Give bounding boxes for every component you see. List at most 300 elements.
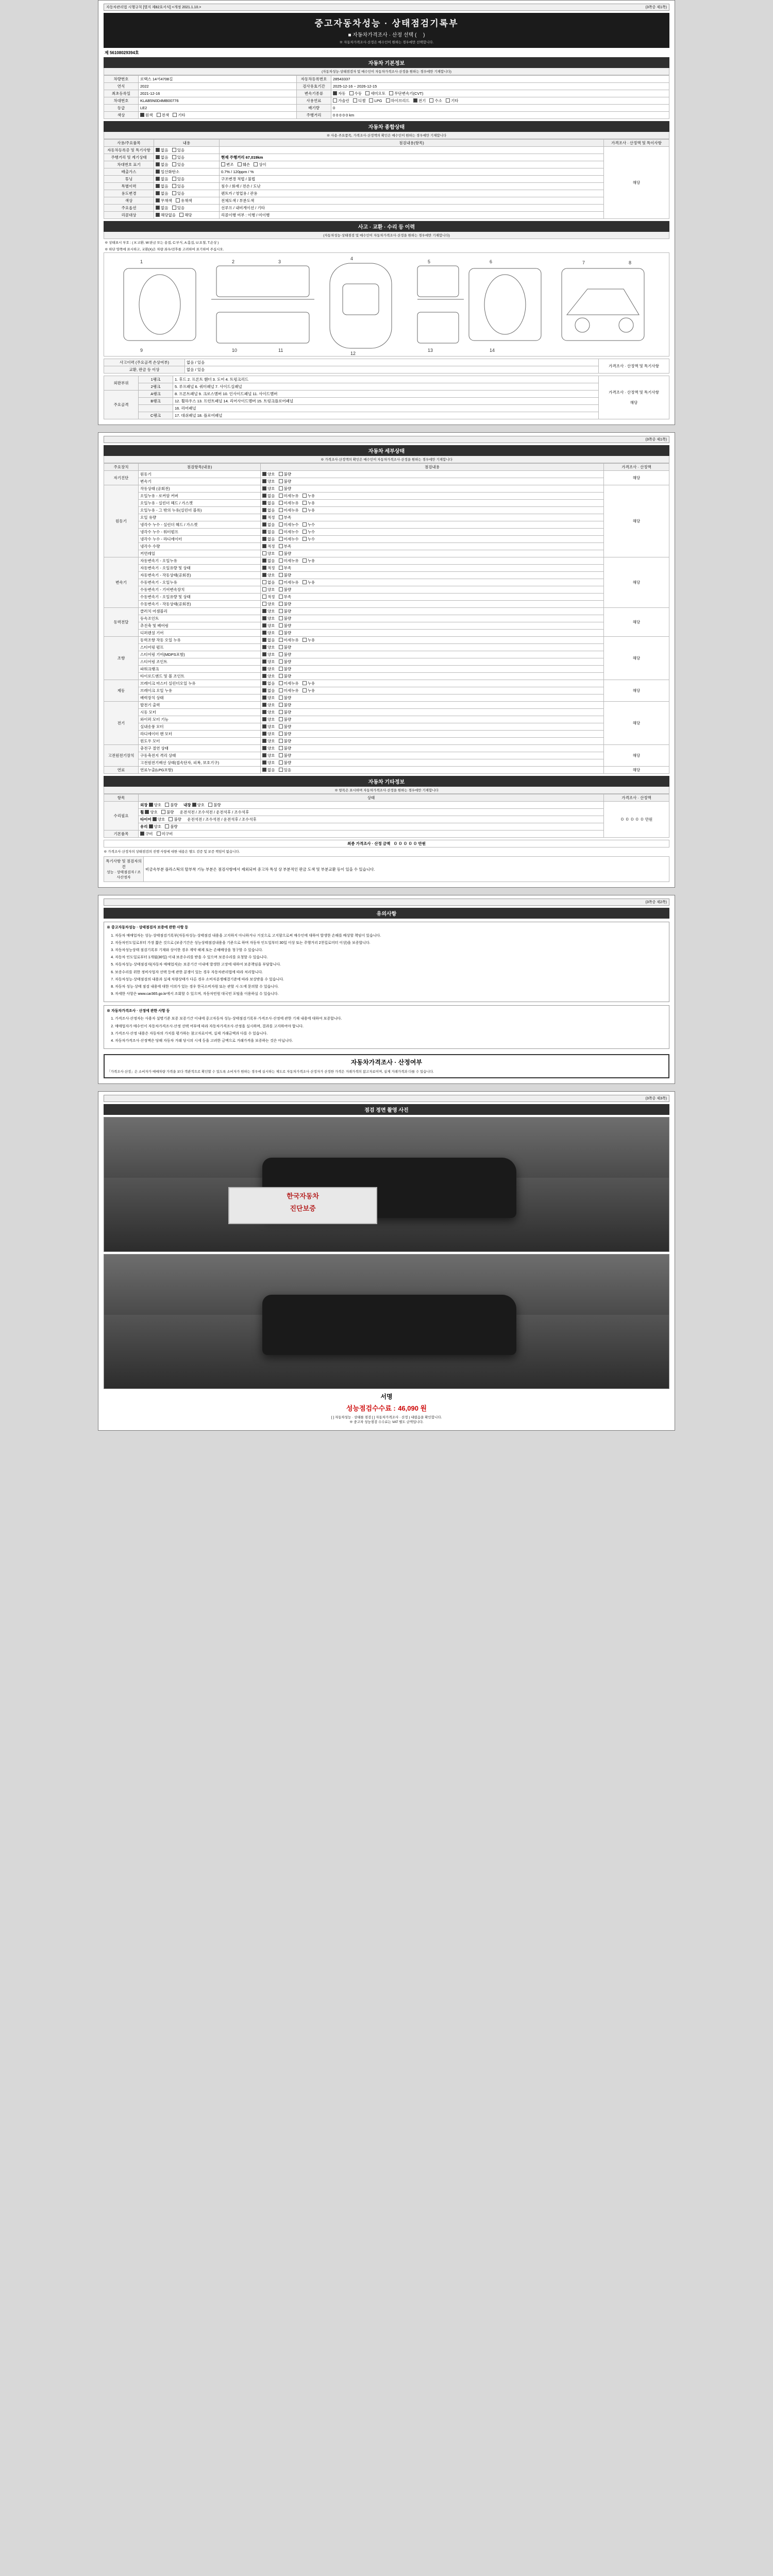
- other-basic-label: 기본품목: [104, 831, 139, 838]
- detail-item-state: [261, 507, 604, 514]
- table-row: [104, 615, 669, 622]
- state-good[interactable]: 양호: [262, 695, 275, 701]
- table-row: [104, 168, 669, 176]
- state-none[interactable]: 없음: [262, 507, 275, 513]
- state-low[interactable]: 부족: [279, 515, 292, 520]
- frame-items: 5. 루프패널 6. 쿼터패널 7. 사이드실패널: [173, 383, 599, 391]
- opt-none[interactable]: 없음: [156, 191, 169, 196]
- fuel-option-gasoline[interactable]: 가솔린: [333, 98, 349, 104]
- state-good[interactable]: 양호: [149, 824, 162, 829]
- accident-row-value: 없음 / 있음: [185, 359, 599, 366]
- state-good[interactable]: 양호: [262, 630, 275, 636]
- detail-item-state: [261, 543, 604, 550]
- fuel-option-diesel[interactable]: 디젤: [353, 98, 366, 104]
- state-low[interactable]: 부족: [279, 594, 292, 600]
- state-none[interactable]: 없음: [262, 500, 275, 506]
- memo-table: [104, 856, 669, 882]
- opt-not-applicable[interactable]: 해당없음: [156, 212, 176, 218]
- opt-none[interactable]: 없음: [156, 155, 169, 160]
- frame-rank: B랭크: [139, 398, 173, 405]
- inspection-banner: [228, 1187, 377, 1224]
- detail-item-state: [261, 702, 604, 709]
- state-bad[interactable]: 불량: [279, 659, 292, 665]
- state-slight[interactable]: 미세누유: [279, 507, 299, 513]
- detail-item-state: [261, 745, 604, 752]
- state-good[interactable]: 양호: [262, 645, 275, 650]
- accident-row-label: 사고이력 (주요골격 손상여부): [104, 359, 185, 366]
- state-good[interactable]: 양호: [262, 717, 275, 722]
- overall-row-detail: 구조변경 적법 / 불법: [220, 176, 604, 183]
- state-good[interactable]: 양호: [262, 623, 275, 629]
- state-bad[interactable]: 불량: [279, 587, 292, 592]
- form-topbar-left: 자동차관리법 시행규칙 [별지 제82호서식] <개정 2021.1.10.>: [106, 6, 201, 9]
- state-bad[interactable]: 불량: [279, 695, 292, 701]
- opt-none[interactable]: 없음: [156, 183, 169, 189]
- state-good-2[interactable]: 양호: [192, 802, 205, 808]
- table-row: [104, 731, 669, 738]
- opt-chromatic[interactable]: 유채색: [176, 198, 192, 204]
- detail-item-state: [261, 687, 604, 694]
- overall-row-name: 배출가스: [104, 168, 154, 176]
- svg-text:1: 1: [140, 259, 143, 264]
- state-bad[interactable]: 불량: [279, 738, 292, 744]
- opt-none[interactable]: 없음: [156, 162, 169, 167]
- state-bad[interactable]: 불량: [169, 817, 181, 822]
- state-bad-2[interactable]: 불량: [208, 802, 221, 808]
- state-bad[interactable]: 불량: [279, 616, 292, 621]
- state-leak[interactable]: 누유: [303, 580, 315, 585]
- fuel-option-hybrid[interactable]: 하이브리드: [386, 98, 410, 104]
- overall-row-content: [154, 205, 220, 212]
- vehicle-image: [262, 1295, 516, 1355]
- sheet3-topbar-right: (3쪽중 제2쪽): [645, 901, 667, 905]
- price-survey-title: 자동차가격조사 · 산정여부: [350, 1059, 423, 1066]
- state-slight[interactable]: 미세누유: [279, 493, 299, 499]
- opt-co[interactable]: 일산화탄소: [156, 169, 179, 175]
- value-mileage: 0 0 0 0 0 km: [331, 112, 669, 119]
- state-none[interactable]: 없음: [262, 681, 275, 686]
- state-leak[interactable]: 누유: [303, 500, 315, 506]
- detail-item-state: [261, 680, 604, 687]
- value-grade: LE2: [139, 105, 297, 112]
- frame-rank: 1랭크: [139, 376, 173, 383]
- state-slight[interactable]: 미세누유: [279, 558, 299, 564]
- label-trans: 변속기종류: [297, 90, 331, 97]
- overall-price-cell: 해당: [604, 147, 669, 219]
- table-row: [104, 702, 669, 709]
- document-subtitle: ■ 자동차가격조사 · 산정 선택 ( ): [348, 32, 425, 38]
- sheet4-topbar: [104, 1095, 669, 1102]
- other-price-cell: ０ ０ ０ ０ ０ 만원: [604, 802, 669, 838]
- frame-items: 12. 휠하우스 13. 프런트패널 14. 리어사이드멤버 15. 트렁크플로어패널: [173, 398, 599, 405]
- frame-rank: 2랭크: [139, 383, 173, 391]
- table-row: [104, 658, 669, 666]
- state-bad[interactable]: 불량: [279, 630, 292, 636]
- section-bar-detail: 자동차 세부상태: [104, 445, 669, 456]
- sheet3-topbar: [104, 899, 669, 906]
- table-row: [104, 514, 669, 521]
- opt-yes[interactable]: 있음: [172, 147, 185, 153]
- table-row: [104, 586, 669, 594]
- frame-rank: C랭크: [139, 412, 173, 419]
- opt-yes[interactable]: 있음: [172, 162, 185, 167]
- opt-none[interactable]: 없음: [156, 176, 169, 182]
- notice-head-2: ※ 자동차가격조사 · 산정에 관한 사항 등: [107, 1009, 170, 1013]
- opt-damaged[interactable]: 훼손: [238, 162, 250, 167]
- opt-none[interactable]: 없음: [156, 147, 169, 153]
- detail-item-state: [261, 723, 604, 731]
- state-good[interactable]: 양호: [262, 724, 275, 730]
- sheet4-topbar-right: (3쪽중 제3쪽): [645, 1096, 667, 1100]
- state-slight[interactable]: 미세누유: [279, 637, 299, 643]
- detail-item-state: [261, 738, 604, 745]
- state-good[interactable]: 양호: [262, 486, 275, 492]
- state-bad[interactable]: 불량: [279, 572, 292, 578]
- state-none[interactable]: 없음: [262, 529, 275, 535]
- state-none[interactable]: 없음: [262, 536, 275, 542]
- detail-item-state: [261, 630, 604, 637]
- svg-text:14: 14: [490, 348, 495, 353]
- detail-group-price: 해당: [604, 471, 669, 485]
- state-good[interactable]: 양호: [149, 802, 162, 808]
- detail-item-name: 수동변속기 - 작동상태(공회전): [139, 601, 261, 608]
- opt-modified[interactable]: 변조: [221, 162, 234, 167]
- state-bad[interactable]: 불량: [279, 652, 292, 657]
- detail-col-item: 점검항목(내용): [139, 464, 261, 471]
- label-fuel: 사용연료: [297, 97, 331, 105]
- list-item: 6. 보증수리를 위한 정비사업자 선택 등에 관한 분쟁이 있는 경우 자동차관리법에 따라 처리합니다.: [115, 970, 666, 975]
- svg-text:3: 3: [278, 259, 281, 264]
- frame-price-label: 가격조사 · 산정액 및 특기사항 해당: [599, 376, 669, 419]
- notice-block-2: [104, 1005, 669, 1049]
- table-row: [104, 493, 669, 500]
- state-bad[interactable]: 불량: [279, 608, 292, 614]
- detail-item-state: [261, 536, 604, 543]
- detail-group-name: 원동기: [104, 485, 139, 557]
- table-row: [104, 622, 669, 630]
- state-good[interactable]: 양호: [262, 673, 275, 679]
- state-none[interactable]: 없음: [262, 580, 275, 585]
- state-bad[interactable]: 불량: [279, 471, 292, 477]
- table-row: [104, 412, 669, 419]
- state-low[interactable]: 부족: [279, 544, 292, 549]
- state-bad[interactable]: 불량: [279, 702, 292, 708]
- other-note-1: ※ 가격조사·산정자의 상태점검의 진행 사항에 대한 내용은 별도 검증 및 보증 책임이 없습니다.: [104, 850, 240, 854]
- table-row: [104, 557, 669, 565]
- trans-option-auto[interactable]: 자동: [333, 91, 346, 96]
- fuel-option-lpg[interactable]: LPG: [369, 98, 382, 103]
- state-leak[interactable]: 누수: [303, 529, 315, 535]
- state-good[interactable]: 양호: [145, 809, 158, 815]
- accident-legend-title: ※ 상태표시 부호 : ( X:교환, W:판금 또는 용접, C:부식, A:흠집, U:요철, T:손상 ): [105, 241, 219, 245]
- list-item: 4. 자동차가격조사·산정액은 당해 자동차 거래 당시의 시세 등을 고려한 금액으로 거래가격을 보증하는 것은 아닙니다.: [115, 1038, 666, 1044]
- table-row: [104, 543, 669, 550]
- state-good[interactable]: 양호: [262, 616, 275, 621]
- accident-price-label: 가격조사 · 산정액 및 특기사항: [599, 359, 669, 374]
- inspection-photo-front: [104, 1117, 669, 1252]
- state-none[interactable]: 없음: [262, 522, 275, 528]
- state-bad[interactable]: 불량: [279, 724, 292, 730]
- trans-option-cvt[interactable]: 무단변속기(CVT): [389, 91, 423, 96]
- state-good[interactable]: 양호: [153, 817, 165, 822]
- sheet-3: [98, 895, 675, 1083]
- state-yes[interactable]: 있음: [279, 767, 292, 773]
- state-good[interactable]: 양호: [262, 666, 275, 672]
- state-good[interactable]: 양호: [262, 479, 275, 484]
- detail-item-name: 수동변속기 - 오일누유: [139, 579, 261, 586]
- state-none[interactable]: 없음: [262, 558, 275, 564]
- detail-item-name: 스티어링 펌프: [139, 644, 261, 651]
- state-leak[interactable]: 누유: [303, 688, 315, 693]
- detail-item-name: 디퍼렌셜 기어: [139, 630, 261, 637]
- state-good[interactable]: 양호: [262, 702, 275, 708]
- detail-item-name: 배력장치 상태: [139, 694, 261, 702]
- state-leak[interactable]: 누유: [303, 493, 315, 499]
- memo-content[interactable]: 비금속부분 플라스틱의 탈부착 기능 부분은 점검사항에서 제외되며 중고차 특성 상 부분적인 판금 도색 및 부분교환 등이 있을 수 있습니다.: [144, 857, 669, 882]
- sheet-1: [98, 0, 675, 425]
- overall-row-name: 리콜대상: [104, 212, 154, 219]
- table-row: [104, 359, 669, 366]
- fuel-option-electric[interactable]: 전기: [413, 98, 426, 104]
- car-diagram-svg: [104, 253, 669, 356]
- table-row: [104, 745, 669, 752]
- state-leak[interactable]: 누유: [303, 637, 315, 643]
- opt-yes[interactable]: 있음: [172, 205, 185, 211]
- detail-group-price: 해당: [604, 767, 669, 774]
- list-item: 3. 자동차성능상태 점검기록부 기재와 상이한 경우 계약 해제 또는 손해배상을 청구할 수 있습니다.: [115, 947, 666, 953]
- notice-list-1: [115, 933, 666, 997]
- other-row-state: 타이어 양호 불량 운전석전 / 조수석전 / 운전석후 / 조수석후: [139, 816, 604, 823]
- state-bad[interactable]: 불량: [279, 551, 292, 556]
- state-leak[interactable]: 누유: [303, 681, 315, 686]
- opt-none[interactable]: 없음: [156, 205, 169, 211]
- price-survey-body: 「가격조사·산정」은 소비자가 매매차량 가격을 보다 객관적으로 확인할 수 있도록 소비자가 원하는 경우에 실시하는 제도로 자동차가격조사·산정자가 산정한 가격은 거래가격의 참고자료이며, 실제 거래가격과 다를 수 있습니다.: [107, 1070, 434, 1074]
- opt-yes[interactable]: 있음: [172, 183, 185, 189]
- detail-item-name: 수동변속기 - 기어변속장치: [139, 586, 261, 594]
- svg-text:8: 8: [629, 260, 632, 265]
- detail-item-state: [261, 716, 604, 723]
- state-slight[interactable]: 미세누수: [279, 522, 299, 528]
- state-bad[interactable]: 불량: [279, 645, 292, 650]
- state-slight[interactable]: 미세누유: [279, 688, 299, 693]
- detail-item-name: 자동변속기 - 오일누유: [139, 557, 261, 565]
- color-option-etc[interactable]: 기타: [173, 112, 186, 118]
- color-option-solid[interactable]: 원색: [140, 112, 153, 118]
- state-good[interactable]: 양호: [262, 587, 275, 592]
- detail-item-state: [261, 471, 604, 478]
- list-item: 2. 매매업자가 매수인이 자동차가격조사·산정 선택 여부에 따라 자동차가격조사·산정을 실시하며, 결과를 고지하여야 합니다.: [115, 1024, 666, 1029]
- state-bad[interactable]: 불량: [279, 717, 292, 722]
- detail-item-name: 실내송풍 모터: [139, 723, 261, 731]
- state-good[interactable]: 양호: [262, 753, 275, 758]
- state-leak[interactable]: 누수: [303, 522, 315, 528]
- state-bad[interactable]: 불량: [279, 760, 292, 766]
- frame-group: 외판부위: [104, 376, 139, 391]
- state-equipped[interactable]: 구비: [140, 831, 153, 837]
- detail-item-state: [261, 572, 604, 579]
- detail-item-state: [261, 601, 604, 608]
- table-row: [104, 190, 669, 197]
- value-trans: [331, 90, 669, 97]
- state-good[interactable]: 양호: [262, 572, 275, 578]
- table-row: [104, 147, 669, 154]
- state-none[interactable]: 없음: [262, 637, 275, 643]
- state-bad[interactable]: 불량: [165, 802, 178, 808]
- other-row-state: 외장 양호 불량 내장 양호 불량: [139, 802, 604, 809]
- state-good[interactable]: 양호: [262, 745, 275, 751]
- detail-item-name: 시동 모터: [139, 709, 261, 716]
- svg-text:4: 4: [350, 256, 354, 261]
- trans-option-semi[interactable]: 세미오토: [365, 91, 385, 96]
- state-leak[interactable]: 누수: [303, 536, 315, 542]
- opt-yes[interactable]: 있음: [172, 155, 185, 160]
- label-car-no: 차량번호: [104, 76, 139, 83]
- detail-item-name: 스티어링 조인트: [139, 658, 261, 666]
- state-bad[interactable]: 불량: [279, 745, 292, 751]
- state-bad[interactable]: 불량: [279, 479, 292, 484]
- svg-text:11: 11: [278, 348, 283, 353]
- state-leak[interactable]: 누유: [303, 507, 315, 513]
- table-row: [104, 376, 669, 383]
- table-row: [104, 572, 669, 579]
- sheet2-topbar: [104, 436, 669, 443]
- opt-applicable[interactable]: 해당: [179, 212, 192, 218]
- state-good[interactable]: 양호: [262, 652, 275, 657]
- table-row: [104, 500, 669, 507]
- opt-yes[interactable]: 있음: [172, 191, 185, 196]
- table-row: [104, 550, 669, 557]
- state-slight[interactable]: 미세누유: [279, 580, 299, 585]
- other-group-label: 수리필요: [104, 802, 139, 831]
- state-good[interactable]: 양호: [262, 760, 275, 766]
- state-bad[interactable]: 불량: [279, 601, 292, 607]
- detail-item-name: 오일누유 - 로커암 커버: [139, 493, 261, 500]
- car-damage-diagram[interactable]: [104, 252, 669, 357]
- state-proper[interactable]: 적정: [262, 594, 275, 600]
- state-bad[interactable]: 불량: [279, 623, 292, 629]
- state-bad[interactable]: 불량: [279, 673, 292, 679]
- detail-item-state: [261, 485, 604, 493]
- detail-item-name: 변속기: [139, 478, 261, 485]
- list-item: 1. 가격조사·산정자는 사용자 설명기준 보증 보증기간 이내에 중고자동차 성능·상태점검기록부·가격조사·산정에 관한 기재 내용에 대하여 보증합니다.: [115, 1016, 666, 1022]
- state-leak[interactable]: 누유: [303, 558, 315, 564]
- fuel-option-hydrogen[interactable]: 수소: [429, 98, 442, 104]
- state-bad[interactable]: 불량: [165, 824, 178, 829]
- state-low[interactable]: 부족: [279, 565, 292, 571]
- opt-different[interactable]: 상이: [254, 162, 266, 167]
- state-bad[interactable]: 불량: [279, 486, 292, 492]
- detail-item-name: 구동축전지 격리 상태: [139, 752, 261, 759]
- table-row: [104, 391, 669, 398]
- detail-item-name: 브레이크 마스터 실린더오일 누유: [139, 680, 261, 687]
- color-option-full[interactable]: 전색: [157, 112, 170, 118]
- table-row: [104, 383, 669, 391]
- state-good[interactable]: 양호: [262, 731, 275, 737]
- overall-row-name: 주요옵션: [104, 205, 154, 212]
- state-good[interactable]: 양호: [262, 738, 275, 744]
- detail-item-name: 원동기: [139, 471, 261, 478]
- trans-option-manual[interactable]: 수동: [349, 91, 362, 96]
- detail-state-table: [104, 463, 669, 774]
- section-bar-overall: 자동차 종합상태: [104, 121, 669, 132]
- state-proper[interactable]: 적정: [262, 565, 275, 571]
- value-color: [139, 112, 297, 119]
- value-first-reg: 2021-12-16: [139, 90, 297, 97]
- state-bad[interactable]: 불량: [279, 731, 292, 737]
- state-proper[interactable]: 적정: [262, 515, 275, 520]
- state-none[interactable]: 없음: [262, 767, 275, 773]
- total-price-label: 최종 가격조사 · 산정 금액 ０ ０ ０ ０ ０ 만원: [104, 840, 669, 848]
- svg-text:6: 6: [490, 259, 493, 264]
- photo-foot-2: ※ 중고차 성능점검 수수료는 VAT 별도 금액입니다.: [349, 1420, 424, 1425]
- state-bad[interactable]: 불량: [279, 753, 292, 758]
- state-slight[interactable]: 미세누유: [279, 500, 299, 506]
- state-slight[interactable]: 미세누유: [279, 681, 299, 686]
- detail-item-state: [261, 615, 604, 622]
- state-bad[interactable]: 불량: [279, 666, 292, 672]
- overall-row-detail: 선루프 / 내비게이션 / 기타: [220, 205, 604, 212]
- state-not-equipped[interactable]: 미구비: [157, 831, 173, 837]
- table-row: [104, 485, 669, 493]
- total-price-table: [104, 840, 669, 848]
- table-row: [104, 680, 669, 687]
- state-none[interactable]: 없음: [262, 688, 275, 693]
- table-row: [104, 565, 669, 572]
- other-row-state: 유리 양호 불량: [139, 823, 604, 831]
- other-col-item: 항목: [104, 794, 139, 802]
- state-bad[interactable]: 불량: [161, 809, 174, 815]
- frame-items: 1. 후드 2. 프론트 휀더 3. 도어 4. 트렁크리드: [173, 376, 599, 383]
- basic-info-table: [104, 75, 669, 119]
- state-proper[interactable]: 적정: [262, 544, 275, 549]
- accident-row-label: 교환, 판금 등 이상: [104, 366, 185, 374]
- overall-row-detail: 0.7% / 120ppm / %: [220, 168, 604, 176]
- svg-text:2: 2: [232, 259, 235, 264]
- detail-item-name: 오일 유량: [139, 514, 261, 521]
- section-bar-basic: 자동차 기본정보: [104, 57, 669, 68]
- document-title-desc: ※ 자동차가격조사·산정은 매수인이 원하는 경우에만 선택합니다.: [339, 41, 434, 44]
- state-none[interactable]: 없음: [262, 493, 275, 499]
- state-good[interactable]: 양호: [262, 601, 275, 607]
- opt-achromatic[interactable]: 무채색: [156, 198, 172, 204]
- fuel-option-etc[interactable]: 기타: [446, 98, 459, 104]
- detail-item-state: [261, 694, 604, 702]
- table-row: [104, 154, 669, 161]
- table-row: [104, 366, 669, 374]
- detail-item-state: [261, 565, 604, 572]
- section-bar-photo: 점검 정면 촬영 사진: [104, 1104, 669, 1115]
- state-good[interactable]: 양호: [262, 608, 275, 614]
- table-row: [104, 161, 669, 168]
- frame-rank-table: [104, 376, 669, 419]
- sheet2-topbar-right: (3쪽중 제1쪽): [645, 438, 667, 442]
- state-slight[interactable]: 미세누수: [279, 536, 299, 542]
- state-good[interactable]: 양호: [262, 659, 275, 665]
- frame-items: 16. 리어패널: [173, 405, 599, 412]
- state-good[interactable]: 양호: [262, 471, 275, 477]
- other-col-state: 상태: [139, 794, 604, 802]
- state-bad[interactable]: 불량: [279, 709, 292, 715]
- opt-yes[interactable]: 있음: [172, 176, 185, 182]
- state-slight[interactable]: 미세누수: [279, 529, 299, 535]
- overall-row-name: 용도변경: [104, 190, 154, 197]
- detail-group-price: 해당: [604, 637, 669, 680]
- state-good[interactable]: 양호: [262, 709, 275, 715]
- detail-item-name: 냉각수 누수 - 실린더 헤드 / 가스켓: [139, 521, 261, 529]
- state-good[interactable]: 양호: [262, 551, 275, 556]
- overall-row-content: [154, 161, 220, 168]
- value-reg-number: 28543337: [331, 76, 669, 83]
